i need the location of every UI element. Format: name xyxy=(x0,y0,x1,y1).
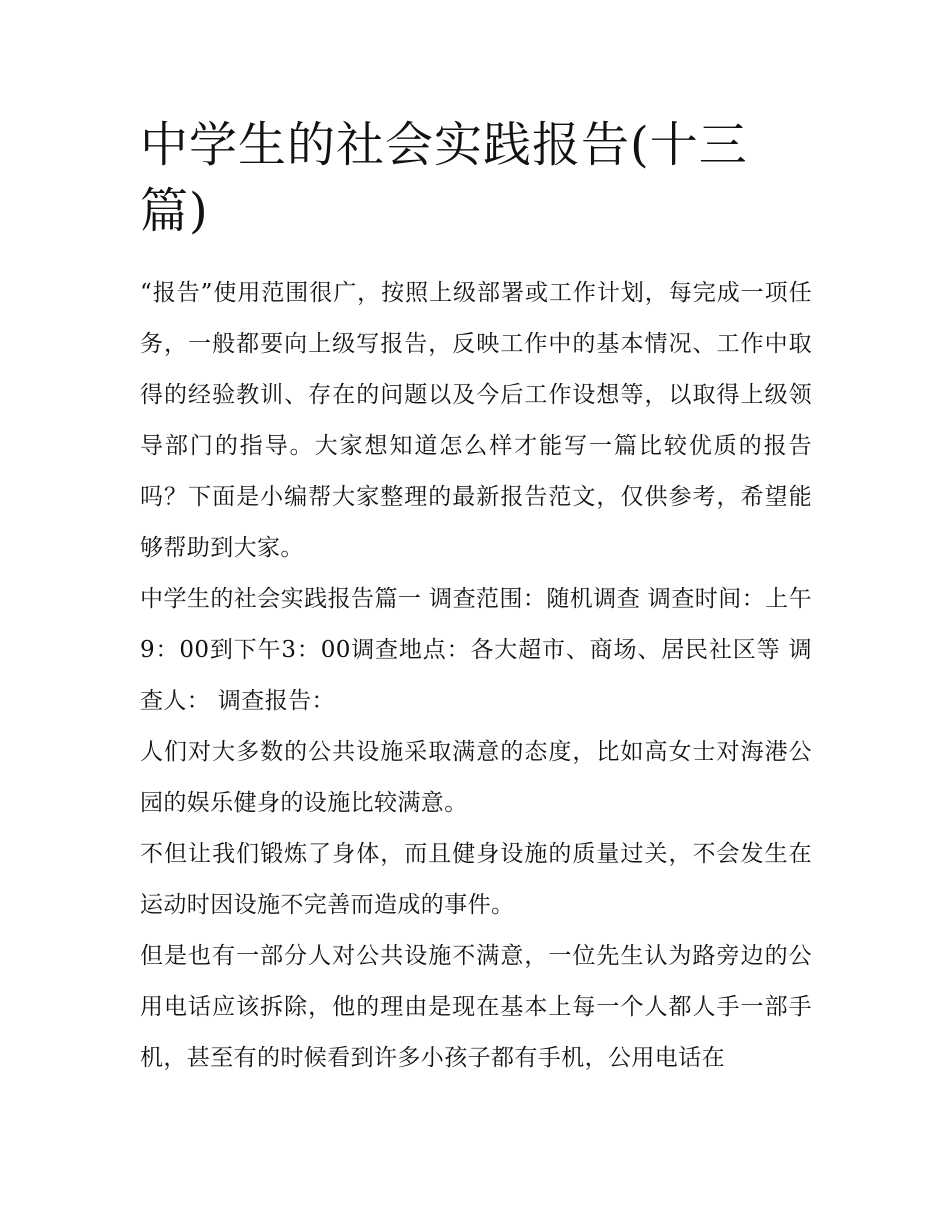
paragraph-dissatisfied: 但是也有一部分人对公共设施不满意，一位先生认为路旁边的公用电话应该拆除，他的理由是现在基本上每一个人都人手一部手机，甚至有的时候看到许多小孩子都有手机，公用电话在 xyxy=(140,943,812,1071)
paragraph-satisfied: 人们对大多数的公共设施采取满意的态度，比如高女士对海港公园的娱乐健身的设施比较满意。 xyxy=(140,739,812,816)
document-page xyxy=(140,112,812,1084)
document-title: 中学生的社会实践报告(十三篇) xyxy=(140,117,748,239)
paragraph-survey-info: 中学生的社会实践报告篇一 调查范围：随机调查 调查时间：上午9：00到下午3：00调查地点：各大超市、商场、居民社区等 调查人： 调查报告： xyxy=(140,586,812,714)
document-body xyxy=(140,268,812,1084)
paragraph-intro: “报告”使用范围很广，按照上级部署或工作计划，每完成一项任务，一般都要向上级写报告，反映工作中的基本情况、工作中取得的经验教训、存在的问题以及今后工作设想等，以取得上级领导部门的指导。大家想知道怎么样才能写一篇比较优质的报告吗？下面是小编帮大家整理的最新报告范文，仅供参考，希望能够帮助到大家。 xyxy=(140,280,812,561)
paragraph-fitness: 不但让我们锻炼了身体，而且健身设施的质量过关，不会发生在运动时因设施不完善而造成的事件。 xyxy=(140,841,812,918)
